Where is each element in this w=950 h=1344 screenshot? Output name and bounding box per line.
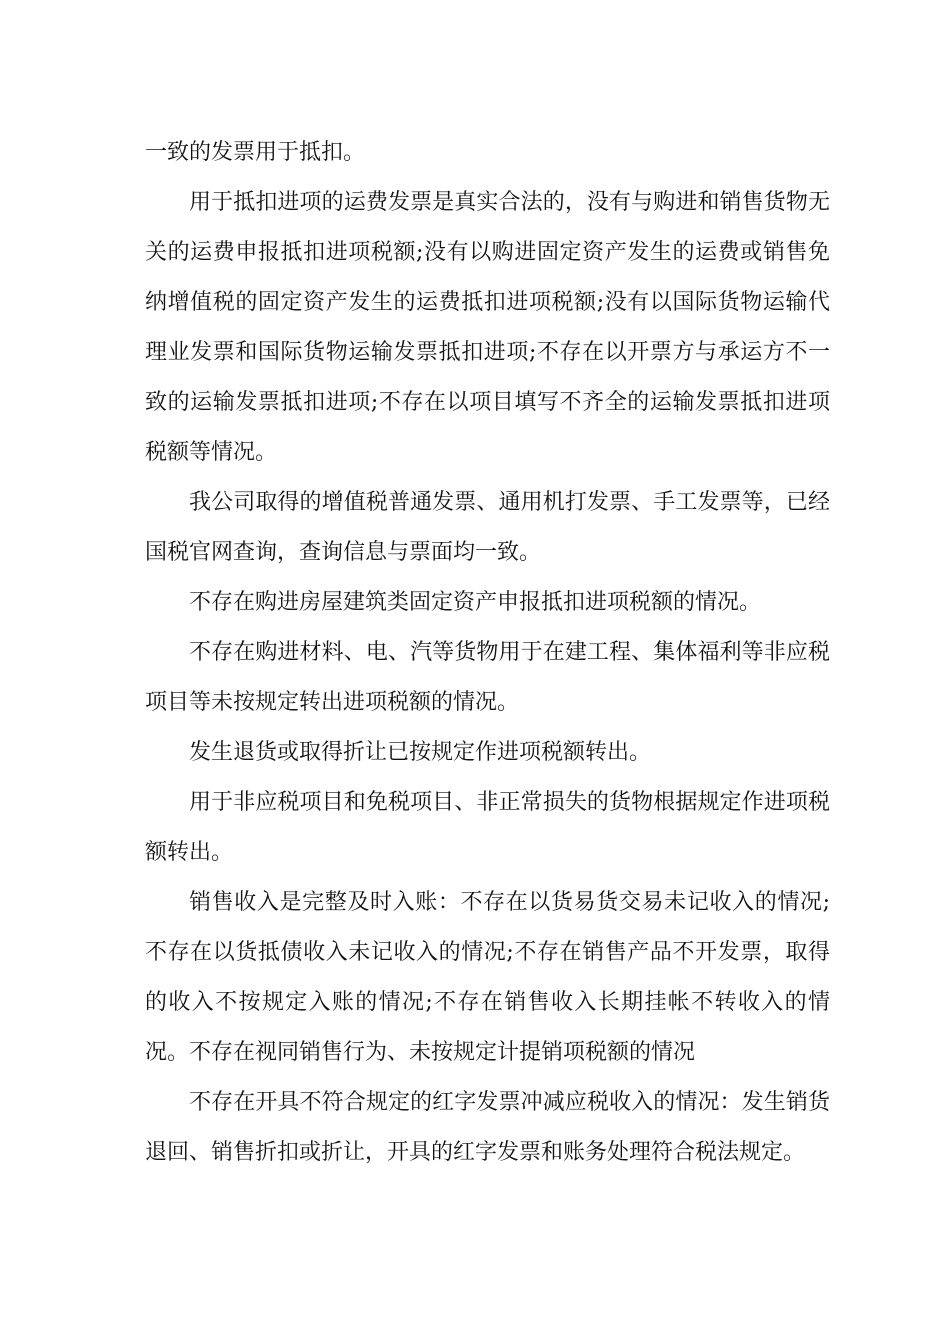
paragraph-non-taxable: 用于非应税项目和免税项目、非正常损失的货物根据规定作进项税额转出。 xyxy=(145,790,830,865)
paragraph-freight-invoice: 用于抵扣进项的运费发票是真实合法的，没有与购进和销售货物无关的运费申报抵扣进项税额;没有以购进固定资产发生的运费或销售免纳增值税的固定资产发生的运费抵扣进项税额;没有以国际货物运输代理业发票和国际货物运输发票抵扣进项;不存在以开票方与承运方不一致的运输发票抵扣进项;不存在以项目填写不齐全的运输发票抵扣进项税额等情况。 xyxy=(145,190,830,465)
paragraph-building-assets: 不存在购进房屋建筑类固定资产申报抵扣进项税额的情况。 xyxy=(189,590,762,615)
paragraph-sales-income: 销售收入是完整及时入账：不存在以货易货交易未记收入的情况;不存在以货抵债收入未记收入的情况;不存在销售产品不开发票，取得的收入不按规定入账的情况;不存在销售收入长期挂帐不转收入的情况。不存在视同销售行为、未按规定计提销项税额的情况 xyxy=(145,890,830,1065)
paragraph-continuation: 一致的发票用于抵扣。 xyxy=(145,140,366,165)
paragraph-materials: 不存在购进材料、电、汽等货物用于在建工程、集体福利等非应税项目等未按规定转出进项税额的情况。 xyxy=(145,640,830,715)
paragraph-returns: 发生退货或取得折让已按规定作进项税额转出。 xyxy=(189,740,652,765)
paragraph-ordinary-invoice: 我公司取得的增值税普通发票、通用机打发票、手工发票等，已经国税官网查询，查询信息与票面均一致。 xyxy=(145,490,830,565)
document-body xyxy=(145,128,830,1178)
paragraph-red-invoice: 不存在开具不符合规定的红字发票冲减应税收入的情况：发生销货退回、销售折扣或折让，开具的红字发票和账务处理符合税法规定。 xyxy=(145,1090,830,1165)
